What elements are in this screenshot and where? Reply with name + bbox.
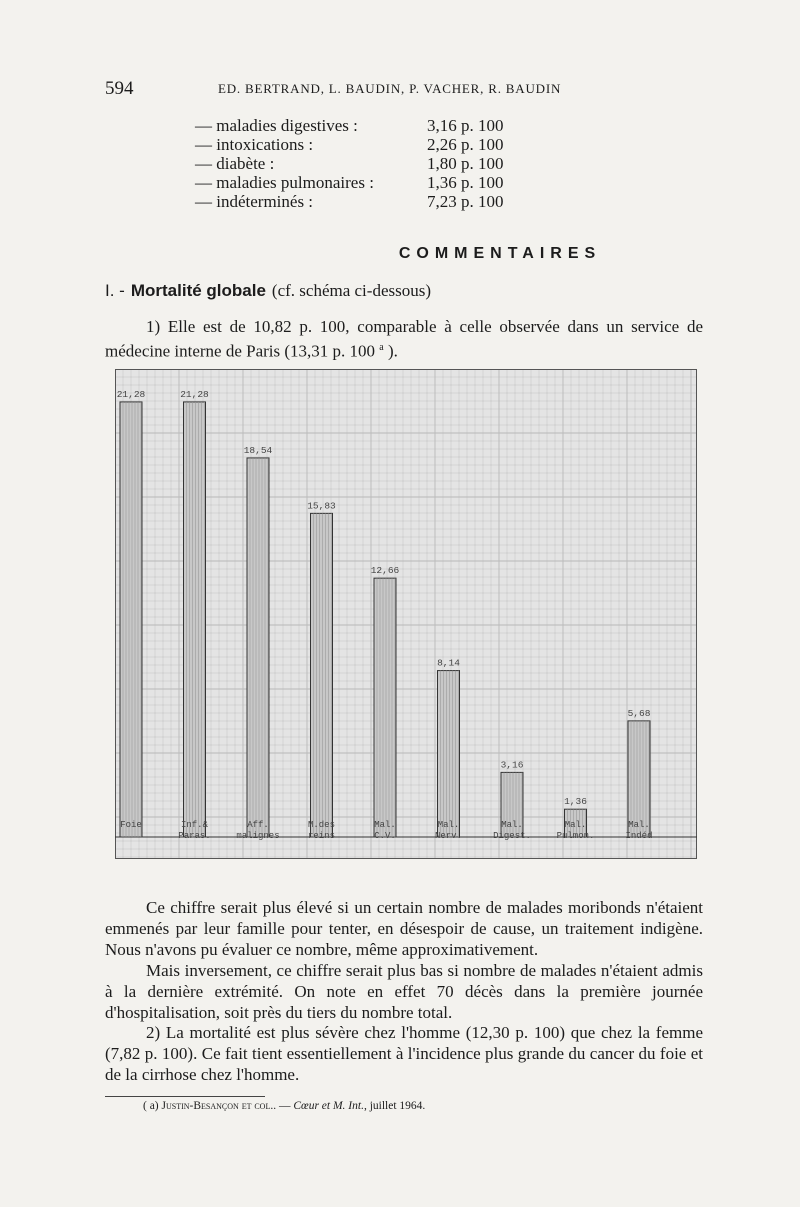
category-label: Paras. [178, 831, 211, 841]
paragraph-1 [105, 316, 703, 362]
category-label: Indéd [625, 831, 653, 841]
stat-value: 1,36 p. 100 [427, 173, 504, 192]
stat-value: 3,16 p. 100 [427, 116, 504, 135]
chart-bar [184, 402, 206, 837]
footnote-journal: Cœur et M. Int. [293, 1100, 364, 1112]
footnote-marker: ( a) [143, 1100, 159, 1112]
paragraph-1-end: ). [383, 341, 398, 361]
subsection-number: I. - [105, 281, 125, 300]
stat-row [195, 135, 535, 154]
stat-label: — maladies pulmonaires : [195, 173, 374, 192]
footnote [143, 1100, 425, 1112]
bar-value-label: 12,66 [370, 565, 400, 577]
footnote-author: Justin-Besançon et col.. [161, 1100, 277, 1112]
stat-label: — intoxications : [195, 135, 314, 154]
stat-label: — maladies digestives : [195, 116, 358, 135]
subsection-title: Mortalité globale [130, 281, 266, 300]
footnote-separator: — [276, 1100, 294, 1112]
category-label: Digest. [493, 831, 531, 841]
bar-value-label: 18,54 [243, 444, 273, 456]
category-label: Mal. [564, 820, 587, 830]
category-label: Foie [120, 820, 142, 830]
paragraph-2: Ce chiffre serait plus élevé si un certain nombre de malades moribonds n'étaient emmenés par leur famille pour tenter, en désespoir de cause, un traitement indigène. Nous n'avons pu évaluer ce nombre, même approximativement. [105, 898, 703, 959]
category-label: malignes [236, 831, 280, 841]
statistics-list [195, 116, 535, 211]
category-label: Aff. [247, 820, 269, 830]
category-label: C.V. [374, 831, 396, 841]
category-label: Mal. [501, 820, 523, 830]
category-label: Mal. [628, 820, 650, 830]
mortality-bar-chart [115, 369, 697, 859]
bar-value-label: 5,68 [627, 707, 651, 719]
bar-value-label: 3,16 [500, 759, 524, 771]
page-number: 594 [105, 78, 134, 99]
bar-value-label: 21,28 [180, 388, 209, 400]
category-label: M.des [307, 820, 336, 830]
footnote-rule [105, 1096, 265, 1097]
footnote-reference: a [379, 342, 384, 353]
stat-label: — diabète : [195, 154, 275, 173]
chart-bar [120, 402, 142, 837]
category-label: reins [307, 831, 336, 841]
stat-row [195, 173, 535, 192]
category-label: Mal. [374, 820, 396, 830]
stat-row [195, 192, 535, 211]
category-label: Mal. [437, 820, 460, 830]
stat-row [195, 116, 535, 135]
stat-row [195, 154, 535, 173]
paragraph-4: 2) La mortalité est plus sévère chez l'homme (12,30 p. 100) que chez la femme (7,82 p. 100). Ce fait tient essentiellement à l'incidence plus grande du cancer du foie et de la cirrhose chez l'homme. [105, 1023, 703, 1084]
category-label: Pulmon. [556, 831, 595, 841]
bar-value-label: 8,14 [437, 657, 460, 669]
bar-value-label: 21,28 [116, 388, 146, 400]
stat-label: — indéterminés : [195, 192, 314, 211]
paragraph-1-text: 1) Elle est de 10,82 p. 100, comparable à celle observée dans un service de médecine interne de Paris (13,31 p. 100 [105, 317, 703, 361]
category-label: Inf.& [180, 820, 209, 830]
stat-value: 2,26 p. 100 [427, 135, 504, 154]
category-label: Nerv. [434, 831, 463, 841]
section-title: COMMENTAIRES [398, 245, 602, 262]
subsection-note: (cf. schéma ci-dessous) [271, 281, 431, 300]
footnote-rest: , juillet 1964. [363, 1100, 426, 1112]
running-head: ED. BERTRAND, L. BAUDIN, P. VACHER, R. BAUDIN [218, 81, 562, 96]
stat-value: 7,23 p. 100 [427, 192, 504, 211]
stat-value: 1,80 p. 100 [427, 154, 504, 173]
chart-svg [115, 369, 697, 859]
paragraph-3: Mais inversement, ce chiffre serait plus bas si nombre de malades n'étaient admis à la dernière extrémité. On note en effet 70 décès dans la première journée d'hospitalisation, soit près du tiers du nombre total. [105, 961, 703, 1022]
subsection-heading [105, 281, 431, 301]
bar-value-label: 15,83 [307, 500, 336, 512]
bar-value-label: 1,36 [564, 796, 587, 808]
